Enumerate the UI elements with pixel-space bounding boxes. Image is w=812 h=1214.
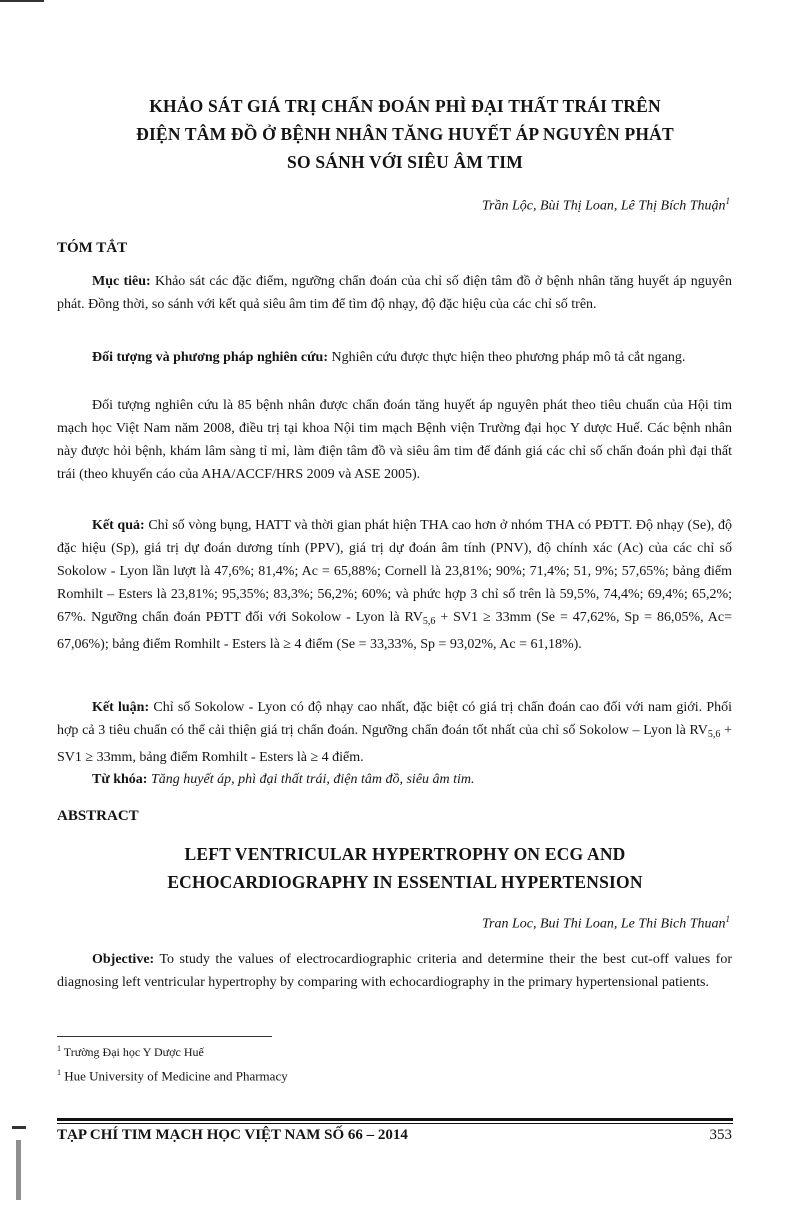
footer-rule-thin bbox=[57, 1123, 733, 1124]
journal-footer: TẠP CHÍ TIM MẠCH HỌC VIỆT NAM SỐ 66 – 2014 bbox=[57, 1127, 408, 1143]
methods-vi-paragraph-2: Đối tượng nghiên cứu là 85 bệnh nhân được chẩn đoán tăng huyết áp nguyên phát theo tiêu chuẩn của Hội tim mạch học Việt Nam năm 2008, điều trị tại khoa Nội tim mạch Bệnh viện Trường đại học Y dược Huế. Các bệnh nhân này được hỏi bệnh, khám lâm sàng tỉ mỉ, làm điện tâm đồ và siêu âm tim để đánh giá các chỉ số chẩn đoán phì đại thất trái (theo khuyến cáo của AHA/ACCF/HRS 2009 và ASE 2005). bbox=[57, 398, 732, 482]
objective-en-text: To study the values of electrocardiographic criteria and determine their the best cut-off values for diagnosing left ventricular hypertrophy by comparing with echocardiography in the primary hypertensional patients. bbox=[57, 952, 732, 990]
scan-artifact-top bbox=[0, 0, 44, 2]
footnote-1-text: Trường Đại học Y Dược Huế bbox=[63, 1045, 204, 1059]
title-en-line-2: ECHOCARDIOGRAPHY IN ESSENTIAL HYPERTENSION bbox=[167, 872, 643, 892]
keywords-vi-label: Từ khóa: bbox=[92, 772, 148, 787]
footnote-divider bbox=[57, 1036, 272, 1037]
results-vi-text-a: Chỉ số vòng bụng, HATT và thời gian phát hiện THA cao hơn ở nhóm THA có PĐTT. Độ nhạy (Se), độ đặc hiệu (Sp), giá trị dự đoán dương tính (PPV), giá trị dự đoán âm tính (PNV), độ chính xác (Ac) của các chỉ số Sokolow - Lyon lần lượt là 47,6%; 81,4%; Ac = 65,88%; Cornell là 23,81%; 90%; 71,4%; 51, 9%; 57,65%; bảng điểm Romhilt – Esters là 23,81%; 95,35%; 83,3%; 56,2%; 60%; và phức hợp 3 chỉ số trên là 59,5%, 74,4%; 69,4%; 65,2%; 67%. Ngưỡng chẩn đoán PĐTT đối với Sokolow - Lyon là RV bbox=[57, 518, 733, 625]
methods-vi-paragraph bbox=[57, 346, 732, 369]
objective-en-label: Objective: bbox=[92, 952, 155, 967]
conclusion-vi-text-a: Chỉ số Sokolow - Lyon có độ nhạy cao nhất, đặc biệt có giá trị chẩn đoán cao đối với nam giới. Phối hợp cả 3 tiêu chuẩn có thể cải thiện giá trị chẩn đoán. Ngưỡng chẩn đoán tốt nhất của chỉ số Sokolow – Lyon là RV bbox=[57, 700, 733, 738]
results-vi-label: Kết quả: bbox=[92, 518, 145, 533]
abstract-heading: ABSTRACT bbox=[57, 808, 139, 824]
page-number: 353 bbox=[709, 1127, 732, 1143]
objective-en-paragraph bbox=[57, 948, 732, 994]
scan-artifact-margin bbox=[12, 1126, 26, 1129]
results-vi-subscript: 5,6 bbox=[422, 616, 436, 627]
footnote-2 bbox=[57, 1068, 288, 1084]
keywords-vi-paragraph bbox=[57, 768, 732, 791]
objective-vi-paragraph bbox=[57, 270, 732, 316]
conclusion-vi-label: Kết luận: bbox=[92, 700, 150, 715]
authors-en-names: Tran Loc, Bui Thi Loan, Le Thi Bich Thuan bbox=[482, 916, 726, 932]
authors-vi-affiliation-mark: 1 bbox=[725, 196, 730, 206]
article-title-en bbox=[60, 840, 750, 896]
methods-vi-text: Nghiên cứu được thực hiện theo phương pháp mô tả cắt ngang. bbox=[331, 350, 686, 365]
footnote-1 bbox=[57, 1044, 204, 1060]
keywords-vi-text: Tăng huyết áp, phì đại thất trái, điện tâm đồ, siêu âm tim. bbox=[150, 772, 475, 787]
footer-rule-thick bbox=[57, 1118, 733, 1121]
authors-en bbox=[482, 914, 730, 933]
results-vi-text-b: + SV1 ≥ 33mm (Se = 47,62%, Sp = 86,05%, Ac= 67,06%); bảng điểm Romhilt - Esters là ≥ 4 điểm (Se = 33,33%, Sp = 93,02%, Ac = 61,18%). bbox=[57, 610, 733, 652]
footnote-2-mark: 1 bbox=[57, 1068, 61, 1077]
title-en-line-1: LEFT VENTRICULAR HYPERTROPHY ON ECG AND bbox=[184, 844, 626, 864]
conclusion-vi-paragraph bbox=[57, 696, 732, 769]
authors-en-affiliation-mark: 1 bbox=[725, 914, 730, 924]
summary-heading: TÓM TẮT bbox=[57, 240, 128, 256]
footnote-2-text: Hue University of Medicine and Pharmacy bbox=[64, 1068, 288, 1084]
conclusion-vi-subscript: 5,6 bbox=[707, 729, 721, 740]
scan-artifact-margin-2 bbox=[16, 1140, 21, 1200]
results-vi-paragraph bbox=[57, 514, 732, 656]
authors-vi bbox=[482, 196, 730, 215]
methods-vi-label: Đối tượng và phương pháp nghiên cứu: bbox=[92, 350, 328, 365]
footnote-1-mark: 1 bbox=[57, 1044, 61, 1053]
authors-vi-names: Trần Lộc, Bùi Thị Loan, Lê Thị Bích Thuận bbox=[482, 198, 726, 214]
title-vi-line-3: SO SÁNH VỚI SIÊU ÂM TIM bbox=[287, 152, 523, 172]
objective-vi-label: Mục tiêu: bbox=[92, 274, 151, 289]
conclusion-vi-text-b: + SV1 ≥ 33mm, bảng điểm Romhilt - Esters là ≥ 4 điểm. bbox=[57, 723, 732, 765]
article-title-vi bbox=[60, 92, 750, 176]
title-vi-line-2: ĐIỆN TÂM ĐỒ Ở BỆNH NHÂN TĂNG HUYẾT ÁP NGUYÊN PHÁT bbox=[136, 124, 674, 144]
title-vi-line-1: KHẢO SÁT GIÁ TRỊ CHẨN ĐOÁN PHÌ ĐẠI THẤT TRÁI TRÊN bbox=[149, 96, 661, 116]
objective-vi-text: Khảo sát các đặc điểm, ngưỡng chẩn đoán của chỉ số điện tâm đồ ở bệnh nhân tăng huyết áp nguyên phát. Đồng thời, so sánh với kết quả siêu âm tim để tìm độ nhạy, độ đặc hiệu của các chỉ số trên. bbox=[57, 274, 732, 312]
